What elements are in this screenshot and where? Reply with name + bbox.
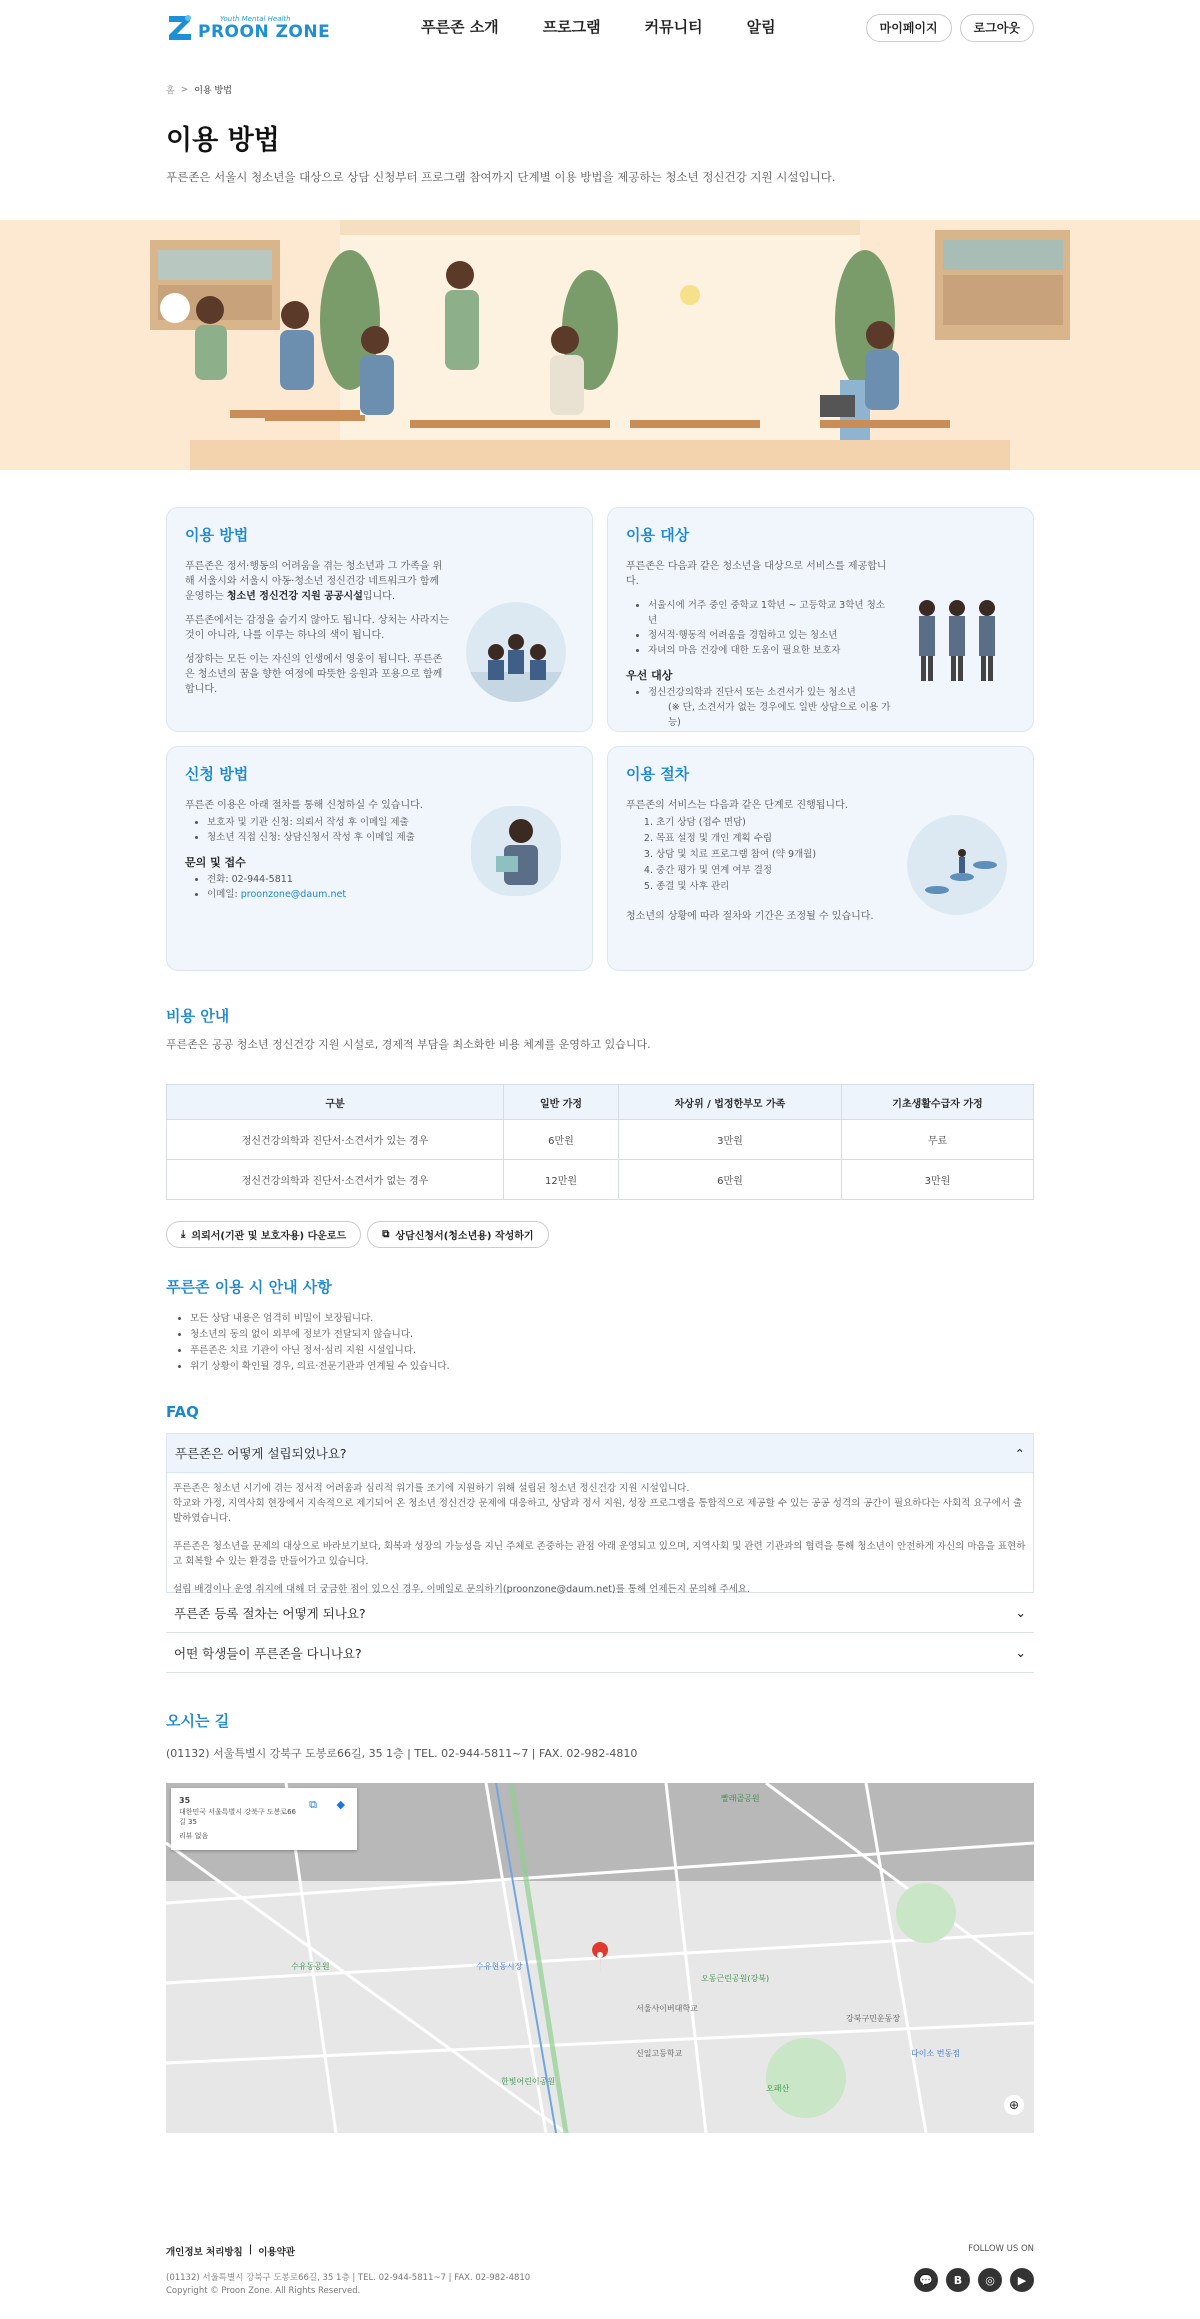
download-icon: ⤓ [181, 1229, 186, 1240]
logo-mark-icon [166, 12, 194, 44]
map-popup-review: 리뷰 없음 [179, 1832, 209, 1840]
fees-section [166, 1005, 1034, 1248]
table-header: 구분 [167, 1085, 504, 1120]
card-note: 청소년의 상황에 따라 절차와 기간은 조정될 수 있습니다. [626, 911, 874, 922]
card-text: 푸른존은 정서·행동의 어려움을 겪는 청소년과 그 가족을 위해 서울시와 서울시 아동·청소년 정신건강 네트워크가 함께 운영하는 청소년 정신건강 지원 공공시설입니다. [185, 561, 443, 602]
nav-item-community[interactable]: 커뮤니티 [644, 18, 703, 36]
location-title: 오시는 길 [166, 1712, 230, 1730]
page-title: 이용 방법 [166, 125, 280, 156]
breadcrumb-separator: > [180, 84, 189, 95]
notice-section [166, 1276, 1034, 1375]
step-item: 5. 종결 및 사후 관리 [656, 879, 891, 895]
map-popup-address: 대한민국 서울특별시 강북구 도봉로66길 35 [179, 1808, 297, 1826]
open-map-icon[interactable]: ⧉ [309, 1798, 317, 1811]
fees-description: 푸른존은 공공 청소년 정신건강 지원 시설로, 경제적 부담을 최소화한 비용 체계를 운영하고 있습니다. [166, 1038, 651, 1051]
stepping-stones-illustration [907, 815, 1007, 915]
card-usage-process [607, 746, 1034, 971]
main-nav [421, 16, 776, 37]
contact-email: • 이메일: proonzone@daum.net [207, 887, 450, 902]
list-item: • 정신건강의학과 진단서 또는 소견서가 있는 청소년 [648, 685, 891, 700]
page-description: 푸른존은 서울시 청소년을 대상으로 상담 신청부터 프로그램 참여까지 단계별 이용 방법을 제공하는 청소년 정신건강 지원 시설입니다. [166, 170, 836, 184]
chevron-down-icon: ⌄ [1015, 1645, 1026, 1660]
logo-subtitle: Youth Mental Health [220, 15, 291, 23]
step-item: 2. 목표 설정 및 개인 계획 수립 [656, 831, 891, 847]
footer-copyright: Copyright © Proon Zone. All Rights Reserved. [166, 2286, 361, 2296]
table-cell: 정신건강의학과 진단서·소견서가 없는 경우 [167, 1160, 504, 1200]
faq-section [166, 1403, 1034, 1673]
table-cell: 6만원 [619, 1160, 842, 1200]
card-text: 푸른존에서는 감정을 숨기지 않아도 됩니다. 상처는 사라지는 것이 아니라, 나를 이루는 하나의 색이 됩니다. [185, 615, 449, 641]
download-referral-button[interactable]: ⤓ 의뢰서(기관 및 보호자용) 다운로드 [166, 1221, 361, 1248]
map-info-popup [171, 1788, 357, 1850]
faq-question-2[interactable]: 푸른존 등록 절차는 어떻게 되나요? ⌄ [166, 1593, 1034, 1633]
faq-title: FAQ [166, 1403, 199, 1421]
map-label: 오동근린공원(강북) [701, 1974, 770, 1983]
notice-title: 푸른존 이용 시 안내 사항 [166, 1278, 332, 1296]
map-fullscreen-icon[interactable]: ⊕ [1004, 2095, 1024, 2115]
write-application-button[interactable]: ⧉ 상담신청서(청소년용) 작성하기 [367, 1221, 548, 1248]
student-tablet-illustration [466, 801, 566, 901]
table-cell: 정신건강의학과 진단서·소견서가 있는 경우 [167, 1120, 504, 1160]
table-header: 차상위 / 법정한부모 가족 [619, 1085, 842, 1120]
youtube-icon[interactable]: ▶ [1010, 2268, 1034, 2292]
list-item: • 정서적·행동적 어려움을 경험하고 있는 청소년 [648, 628, 891, 643]
follow-label: FOLLOW US ON [968, 2244, 1034, 2254]
card-text: 푸른존은 다음과 같은 청소년을 대상으로 서비스를 제공합니다. [626, 561, 887, 587]
footer-address: (01132) 서울특별시 강북구 도봉로66길, 35 1층 | TEL. 02-944-5811~7 | FAX. 02-982-4810 [166, 2273, 531, 2283]
list-item: • 서울시에 거주 중인 중학교 1학년 ~ 고등학교 3학년 청소년 [648, 598, 891, 628]
list-item: • 푸른존은 치료 기관이 아닌 정서·심리 지원 시설입니다. [190, 1343, 1034, 1359]
map-label: 한빛어린이공원 [501, 2077, 556, 2086]
chevron-down-icon: ⌄ [1015, 1605, 1026, 1620]
chevron-up-icon: ⌃ [1014, 1445, 1025, 1461]
header [166, 0, 1034, 185]
fees-title: 비용 안내 [166, 1007, 230, 1025]
breadcrumb [166, 83, 1034, 96]
hero-illustration [0, 220, 1200, 470]
nav-item-notice[interactable]: 알림 [746, 18, 776, 36]
privacy-link[interactable]: 개인정보 처리방침 [166, 2247, 243, 2258]
priority-title: 우선 대상 [626, 669, 673, 682]
breadcrumb-current: 이용 방법 [194, 86, 232, 96]
faq-answer-1: 푸른존은 청소년 시기에 겪는 정서적 어려움과 심리적 위기를 조기에 지원하기 위해 설립된 청소년 정신건강 지원 시설입니다. 학교와 가정, 지역사회 현장에서 지속적으로 제기되어 온 청소년 정신건강 문제에 대응하고, 상담과 정서 지원, 성장 프로그램을 통합적으로 제공할 수 있는 공공 성격의 공간이 필요하다는 사회적 요구에서 출발하였습니다. 푸른존은 청소년을 문제의 대상으로 바라보기보다, 회복과 성장의 가능성을 지닌 주체로 존중하는 관점 아래 운영되고 있으며, 지역사회 및 관련 기관과의 협력을 통해 청소년이 안전하게 자신의 마음을 표현하고 회복할 수 있는 환경을 만들어가고 있습니다. 설립 배경이나 운영 취지에 대해 더 궁금한 점이 있으신 경우, 이메일로 문의하기(proonzone@daum.net)를 통해 언제든지 문의해 주세요. [166, 1473, 1034, 1593]
breadcrumb-home[interactable]: 홈 [166, 86, 175, 96]
document-icon: ⧉ [382, 1229, 390, 1240]
list-item: • 모든 상담 내용은 엄격히 비밀이 보장됩니다. [190, 1311, 1034, 1327]
fees-table [166, 1084, 1034, 1200]
card-title: 이용 방법 [185, 526, 249, 544]
card-text: 성장하는 모든 이는 자신의 인생에서 영웅이 됩니다. 푸른존은 청소년의 꿈을 향한 여정에 따뜻한 응원과 포용으로 함께합니다. [185, 654, 443, 695]
logo-title: PROON ZONE [198, 22, 331, 42]
list-item: • 자녀의 마음 건강에 대한 도움이 필요한 보호자 [648, 643, 891, 658]
map-label: 강북구민운동장 [846, 2014, 901, 2023]
table-cell: 12만원 [504, 1160, 619, 1200]
priority-note: (※ 단, 소견서가 없는 경우에도 일반 상담으로 이용 가능) [668, 702, 891, 728]
table-header: 일반 가정 [504, 1085, 619, 1120]
card-usage-target [607, 507, 1034, 732]
map-label: 신일고등학교 [636, 2049, 683, 2058]
card-title: 이용 대상 [626, 526, 690, 544]
contact-phone: • 전화: 02-944-5811 [207, 872, 450, 887]
step-item: 4. 중간 평가 및 연계 여부 결정 [656, 863, 891, 879]
students-circle-illustration [466, 602, 566, 702]
table-cell: 6만원 [504, 1120, 619, 1160]
map-embed[interactable] [166, 1783, 1034, 2133]
table-cell: 무료 [842, 1120, 1034, 1160]
card-apply-method [166, 746, 593, 971]
map-label: 다이소 번동점 [911, 2049, 960, 2058]
nav-item-about[interactable]: 푸른존 소개 [421, 18, 499, 36]
location-address: (01132) 서울특별시 강북구 도봉로66길, 35 1층 | TEL. 02-944-5811~7 | FAX. 02-982-4810 [166, 1747, 638, 1760]
list-item: • 청소년 직접 신청: 상담신청서 작성 후 이메일 제출 [207, 830, 450, 845]
terms-link[interactable]: 이용약관 [258, 2247, 295, 2258]
faq-question-3[interactable]: 어떤 학생들이 푸른존을 다니나요? ⌄ [166, 1633, 1034, 1673]
faq-question-1[interactable]: 푸른존은 어떻게 설립되었나요? ⌃ [166, 1433, 1034, 1473]
blog-icon[interactable]: B [946, 2268, 970, 2292]
three-students-illustration [907, 588, 1007, 688]
table-row [167, 1160, 1034, 1200]
table-row [167, 1120, 1034, 1160]
map-label: 수유현동시장 [476, 1962, 523, 1971]
nav-item-program[interactable]: 프로그램 [542, 18, 601, 36]
step-item: 3. 상담 및 치료 프로그램 참여 (약 9개월) [656, 847, 891, 863]
card-usage-method [166, 507, 593, 732]
map-label: 서울사이버대학교 [636, 2004, 698, 2013]
card-text: 푸른존의 서비스는 다음과 같은 단계로 진행됩니다. [626, 800, 848, 811]
list-item: • 청소년의 동의 없이 외부에 정보가 전달되지 않습니다. [190, 1327, 1034, 1343]
map-label: 수유동공원 [291, 1962, 330, 1971]
step-item: 1. 초기 상담 (접수 면담) [656, 815, 891, 831]
table-header: 기초생활수급자 가정 [842, 1085, 1034, 1120]
table-cell: 3만원 [842, 1160, 1034, 1200]
list-item: • 위기 상황이 확인될 경우, 의료·전문기관과 연계될 수 있습니다. [190, 1359, 1034, 1375]
instagram-icon[interactable]: ◎ [978, 2268, 1002, 2292]
footer-divider: | [248, 2244, 253, 2255]
card-title: 이용 절차 [626, 765, 690, 783]
email-link[interactable]: proonzone@daum.net [240, 889, 347, 900]
kakao-icon[interactable]: 💬 [914, 2268, 938, 2292]
map-popup-title: 35 [179, 1796, 191, 1805]
directions-icon[interactable]: ◆ [336, 1798, 345, 1811]
map-label: 오패산 [766, 2084, 790, 2093]
footer [166, 2244, 1034, 2298]
mypage-button[interactable]: 마이페이지 [866, 14, 952, 42]
contact-title: 문의 및 접수 [185, 856, 246, 869]
card-title: 신청 방법 [185, 765, 249, 783]
table-cell: 3만원 [619, 1120, 842, 1160]
card-text: 푸른존 이용은 아래 절차를 통해 신청하실 수 있습니다. [185, 800, 423, 811]
map-label: 빨래골공원 [721, 1794, 760, 1803]
list-item: • 보호자 및 기관 신청: 의뢰서 작성 후 이메일 제출 [207, 815, 450, 830]
location-section [166, 1710, 1034, 1761]
logout-button[interactable]: 로그아웃 [960, 14, 1034, 42]
logo[interactable] [166, 12, 330, 44]
